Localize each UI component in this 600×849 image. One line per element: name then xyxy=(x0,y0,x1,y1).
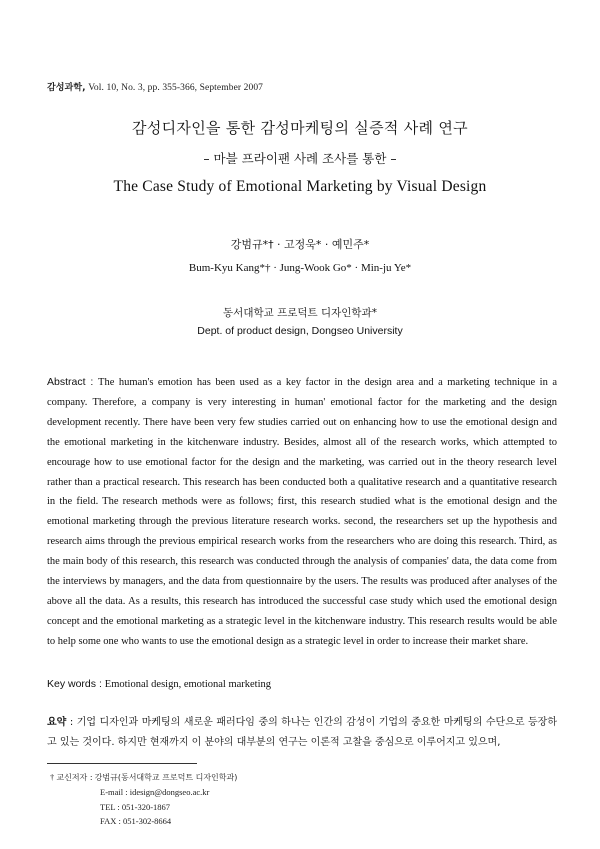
journal-name: 감성과학, xyxy=(47,83,86,93)
keywords-text: Emotional design, emotional marketing xyxy=(104,679,272,690)
keywords-label: Key words xyxy=(47,678,97,690)
authors-korean: 강범규*† · 고정욱* · 예민주* xyxy=(230,238,370,251)
footnote xyxy=(50,770,237,828)
footnote-email: E-mail : idesign@dongseo.ac.kr xyxy=(100,787,210,798)
abstract-text: The human's emotion has been used as a key factor in the design area and a marketing technique in a company. Therefore, a company is very interesting in human' emotional factor for the marketing and the design development recently. There have been very few studies carried out on enhancing how to use the emotional design and the emotional marketing in the kitchenware industry. Besides, almost all of the research works, which attempted to encourage how to use emotional factor for the design and the marketing, was carried out in the theory research level rather than a practical research. This research has been conducted both a qualitative research and a quantitative research in the field. The research methods were as follows; first, this research studied what is the emotional design and the emotional marketing through the previous literature research works. second, the researchers set up the hypothesis and research aims through the previous empirical research works from the researchers who are doing this research. Third, as the main body of this research, this research was conducted through the analysis of companies' data, the data come from the interviews by managers, and the data from questionnaire by the users. The results was produced after analyses of the above all the data. As a results, this research has introduced the successful case study which used the emotional design concept and the emotional marketing as a strategic level in the kitchenware industry. This research results would be able to help some one who wants to use the emotional design as a strategic level in order to increase their market share. xyxy=(47,377,557,647)
summary-text: 기업 디자인과 마케팅의 새로운 패러다임 중의 하나는 인간의 감성이 기업의 중요한 마케팅의 수단으로 등장하고 있는 것이다. 하지만 현재까지 이 분야의 대부분의 연구는 이론적 고찰을 중심으로 이루어지고 있으며, xyxy=(47,717,557,748)
keywords-colon: : xyxy=(96,678,105,690)
abstract xyxy=(47,373,557,652)
corresponding-label: 교신저자 : xyxy=(56,773,93,782)
authors-english: Bum-Kyu Kang*† · Jung-Wook Go* · Min-ju Ye* xyxy=(188,262,412,274)
footnote-tel: TEL : 051-320-1867 xyxy=(100,801,171,812)
summary-label: 요약 xyxy=(47,717,67,728)
summary-korean xyxy=(47,713,557,753)
keywords xyxy=(47,678,557,690)
affiliation-korean: 동서대학교 프로덕트 디자인학과* xyxy=(223,307,377,319)
journal-details: Vol. 10, No. 3, pp. 355-366, September 2007 xyxy=(88,83,264,93)
abstract-colon: : xyxy=(85,376,99,388)
abstract-label: Abstract xyxy=(47,376,86,388)
corresponding-author: 강범규(동서대학교 프로덕트 디자인학과) xyxy=(94,773,238,782)
title-korean: 감성디자인을 통한 감성마케팅의 실증적 사례 연구 xyxy=(132,119,468,137)
journal-citation xyxy=(47,80,263,93)
subtitle-korean: – 마블 프라이팬 사례 조사를 통한 – xyxy=(203,151,397,166)
summary-colon: : xyxy=(66,717,77,728)
footnote-fax: FAX : 051-302-8664 xyxy=(100,815,172,826)
footnote-marker: † xyxy=(50,772,55,782)
affiliation-english: Dept. of product design, Dongseo University xyxy=(197,325,403,337)
footnote-divider xyxy=(47,763,197,764)
title-english: The Case Study of Emotional Marketing by Visual Design xyxy=(113,178,487,195)
